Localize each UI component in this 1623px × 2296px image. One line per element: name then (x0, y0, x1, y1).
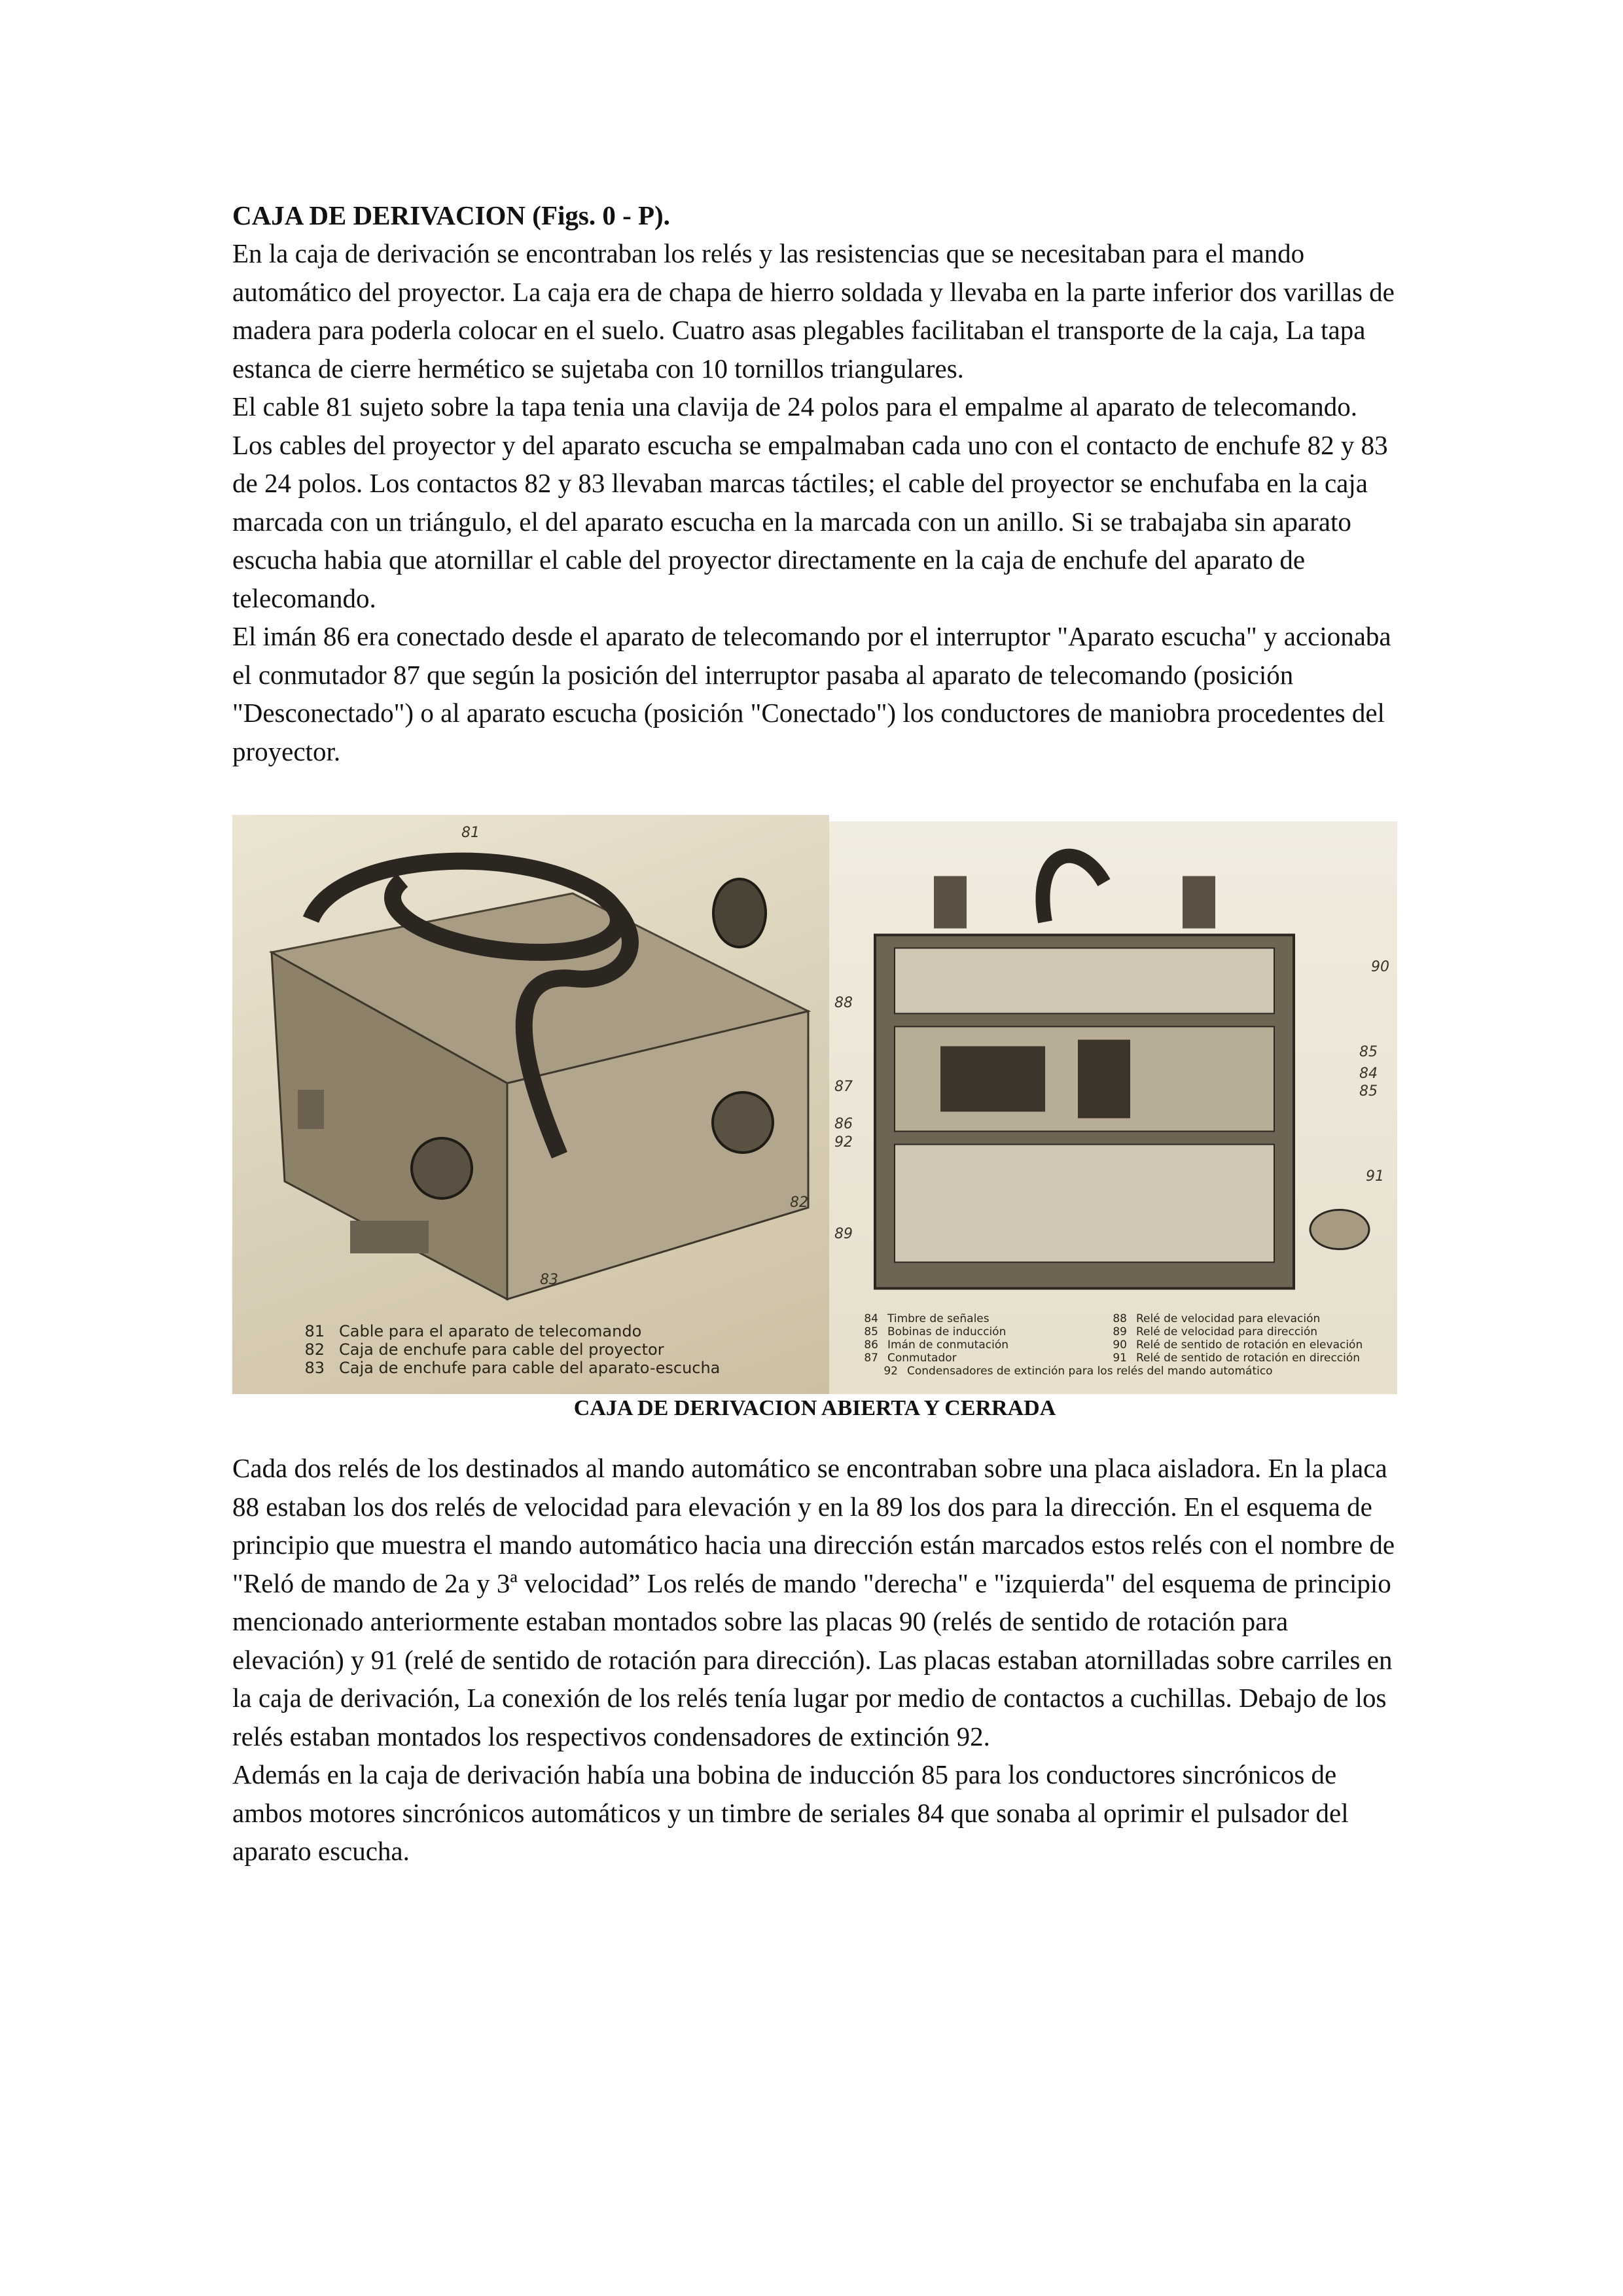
callout-83: 83 (540, 1272, 558, 1288)
legend-row-87-91: 87 Conmutador 91 Relé de sentido de rotación en dirección (864, 1352, 1361, 1365)
callout-86: 86 (834, 1116, 853, 1132)
legend-row-83: 83 Caja de enchufe para cable del aparato-escucha (304, 1359, 721, 1377)
figure-caption: CAJA DE DERIVACION ABIERTA Y CERRADA (573, 1396, 1056, 1420)
callout-85-top: 85 (1359, 1044, 1378, 1060)
figure-junction-box (232, 815, 1397, 1394)
callout-81: 81 (461, 825, 480, 841)
legend-row-81: 81 Cable para el aparato de telecomando (304, 1322, 642, 1340)
right-photo-legend (859, 1312, 1395, 1378)
legend-row-92: 92 Condensadores de extinción para los relés del mando automático (883, 1365, 1273, 1378)
callout-88: 88 (834, 995, 853, 1011)
legend-row-85-89: 85 Bobinas de inducción 89 Relé de velocidad para dirección (864, 1325, 1318, 1338)
document-page (232, 196, 1397, 1871)
legend-row-82: 82 Caja de enchufe para cable del proyector (304, 1340, 664, 1359)
paragraph-body-2: Además en la caja de derivación había una bobina de inducción 85 para los conductores sincrónicos de ambos motores sincrónicos automáticos y un timbre de seriales 84 que sonaba al oprimir el pulsador del aparato escucha. (232, 1759, 1349, 1866)
callout-82: 82 (790, 1194, 808, 1211)
open-box-illustration (829, 821, 1397, 1394)
photo-open-box (829, 821, 1397, 1394)
left-photo-legend (294, 1322, 720, 1377)
legend-row-84-88: 84 Timbre de señales 88 Relé de velocidad para elevación (864, 1312, 1321, 1325)
callout-92: 92 (834, 1134, 853, 1151)
paragraph-intro-1: En la caja de derivación se encontraban los relés y las resistencias que se necesitaban para el mando automático del proyector. La caja era de chapa de hierro soldada y llevaba en la parte inferior dos varillas de madera para poderla colocar en el suelo. Cuatro asas plegables facilitaban el transporte de la caja, La tapa estanca de cierre hermético se sujetaba con 10 tornillos triangulares. (232, 238, 1395, 384)
callout-90: 90 (1371, 959, 1389, 975)
callout-87: 87 (834, 1079, 853, 1095)
callout-84: 84 (1359, 1066, 1378, 1082)
paragraph-intro-3: El imán 86 era conectado desde el aparato de telecomando por el interruptor "Aparato escucha" y accionaba el conmutador 87 que según la posición del interruptor pasaba al aparato de telecomando (posición "Desconectado") o al aparato escucha (posición "Conectado") los conductores de maniobra procedentes del proyector. (232, 621, 1391, 766)
legend-row-86-90: 86 Imán de conmutación 90 Relé de sentido de rotación en elevación (864, 1338, 1363, 1352)
callout-85-bottom: 85 (1359, 1083, 1378, 1100)
callout-91: 91 (1366, 1168, 1384, 1185)
paragraph-intro-2: El cable 81 sujeto sobre la tapa tenia una clavija de 24 polos para el empalme al aparato de telecomando. Los cables del proyector y del aparato escucha se empalmaban cada uno con el contacto de enchufe 82 y 83 de 24 polos. Los contactos 82 y 83 llevaban marcas táctiles; el cable del proyector se enchufaba en la caja marcada con un triángulo, el del aparato escucha en la marcada con un anillo. Si se trabajaba sin aparato escucha habia que atornillar el cable del proyector directamente en la caja de enchufe del aparato de telecomando. (232, 391, 1388, 613)
paragraph-body-1: Cada dos relés de los destinados al mando automático se encontraban sobre una placa aisladora. En la placa 88 estaban los dos relés de velocidad para elevación y en la 89 los dos para la dirección. En el esquema de principio que muestra el mando automático hacia una dirección están marcados estos relés con el nombre de "Reló de mando de 2a y 3ª velocidad” Los relés de mando "derecha" e "izquierda" del esquema de principio mencionado anteriormente estaban montados sobre las placas 90 (relés de sentido de rotación para elevación) y 91 (relé de sentido de rotación para dirección). Las placas estaban atornilladas sobre carriles en la caja de derivación, La conexión de los relés tenía lugar por medio de contactos a cuchillas. Debajo de los relés estaban montados los respectivos condensadores de extinción 92. (232, 1453, 1395, 1751)
photo-closed-box (232, 815, 829, 1394)
closed-box-illustration (232, 815, 829, 1394)
section-heading: CAJA DE DERIVACION (Figs. 0 - P). (232, 200, 670, 230)
callout-89: 89 (834, 1226, 853, 1242)
